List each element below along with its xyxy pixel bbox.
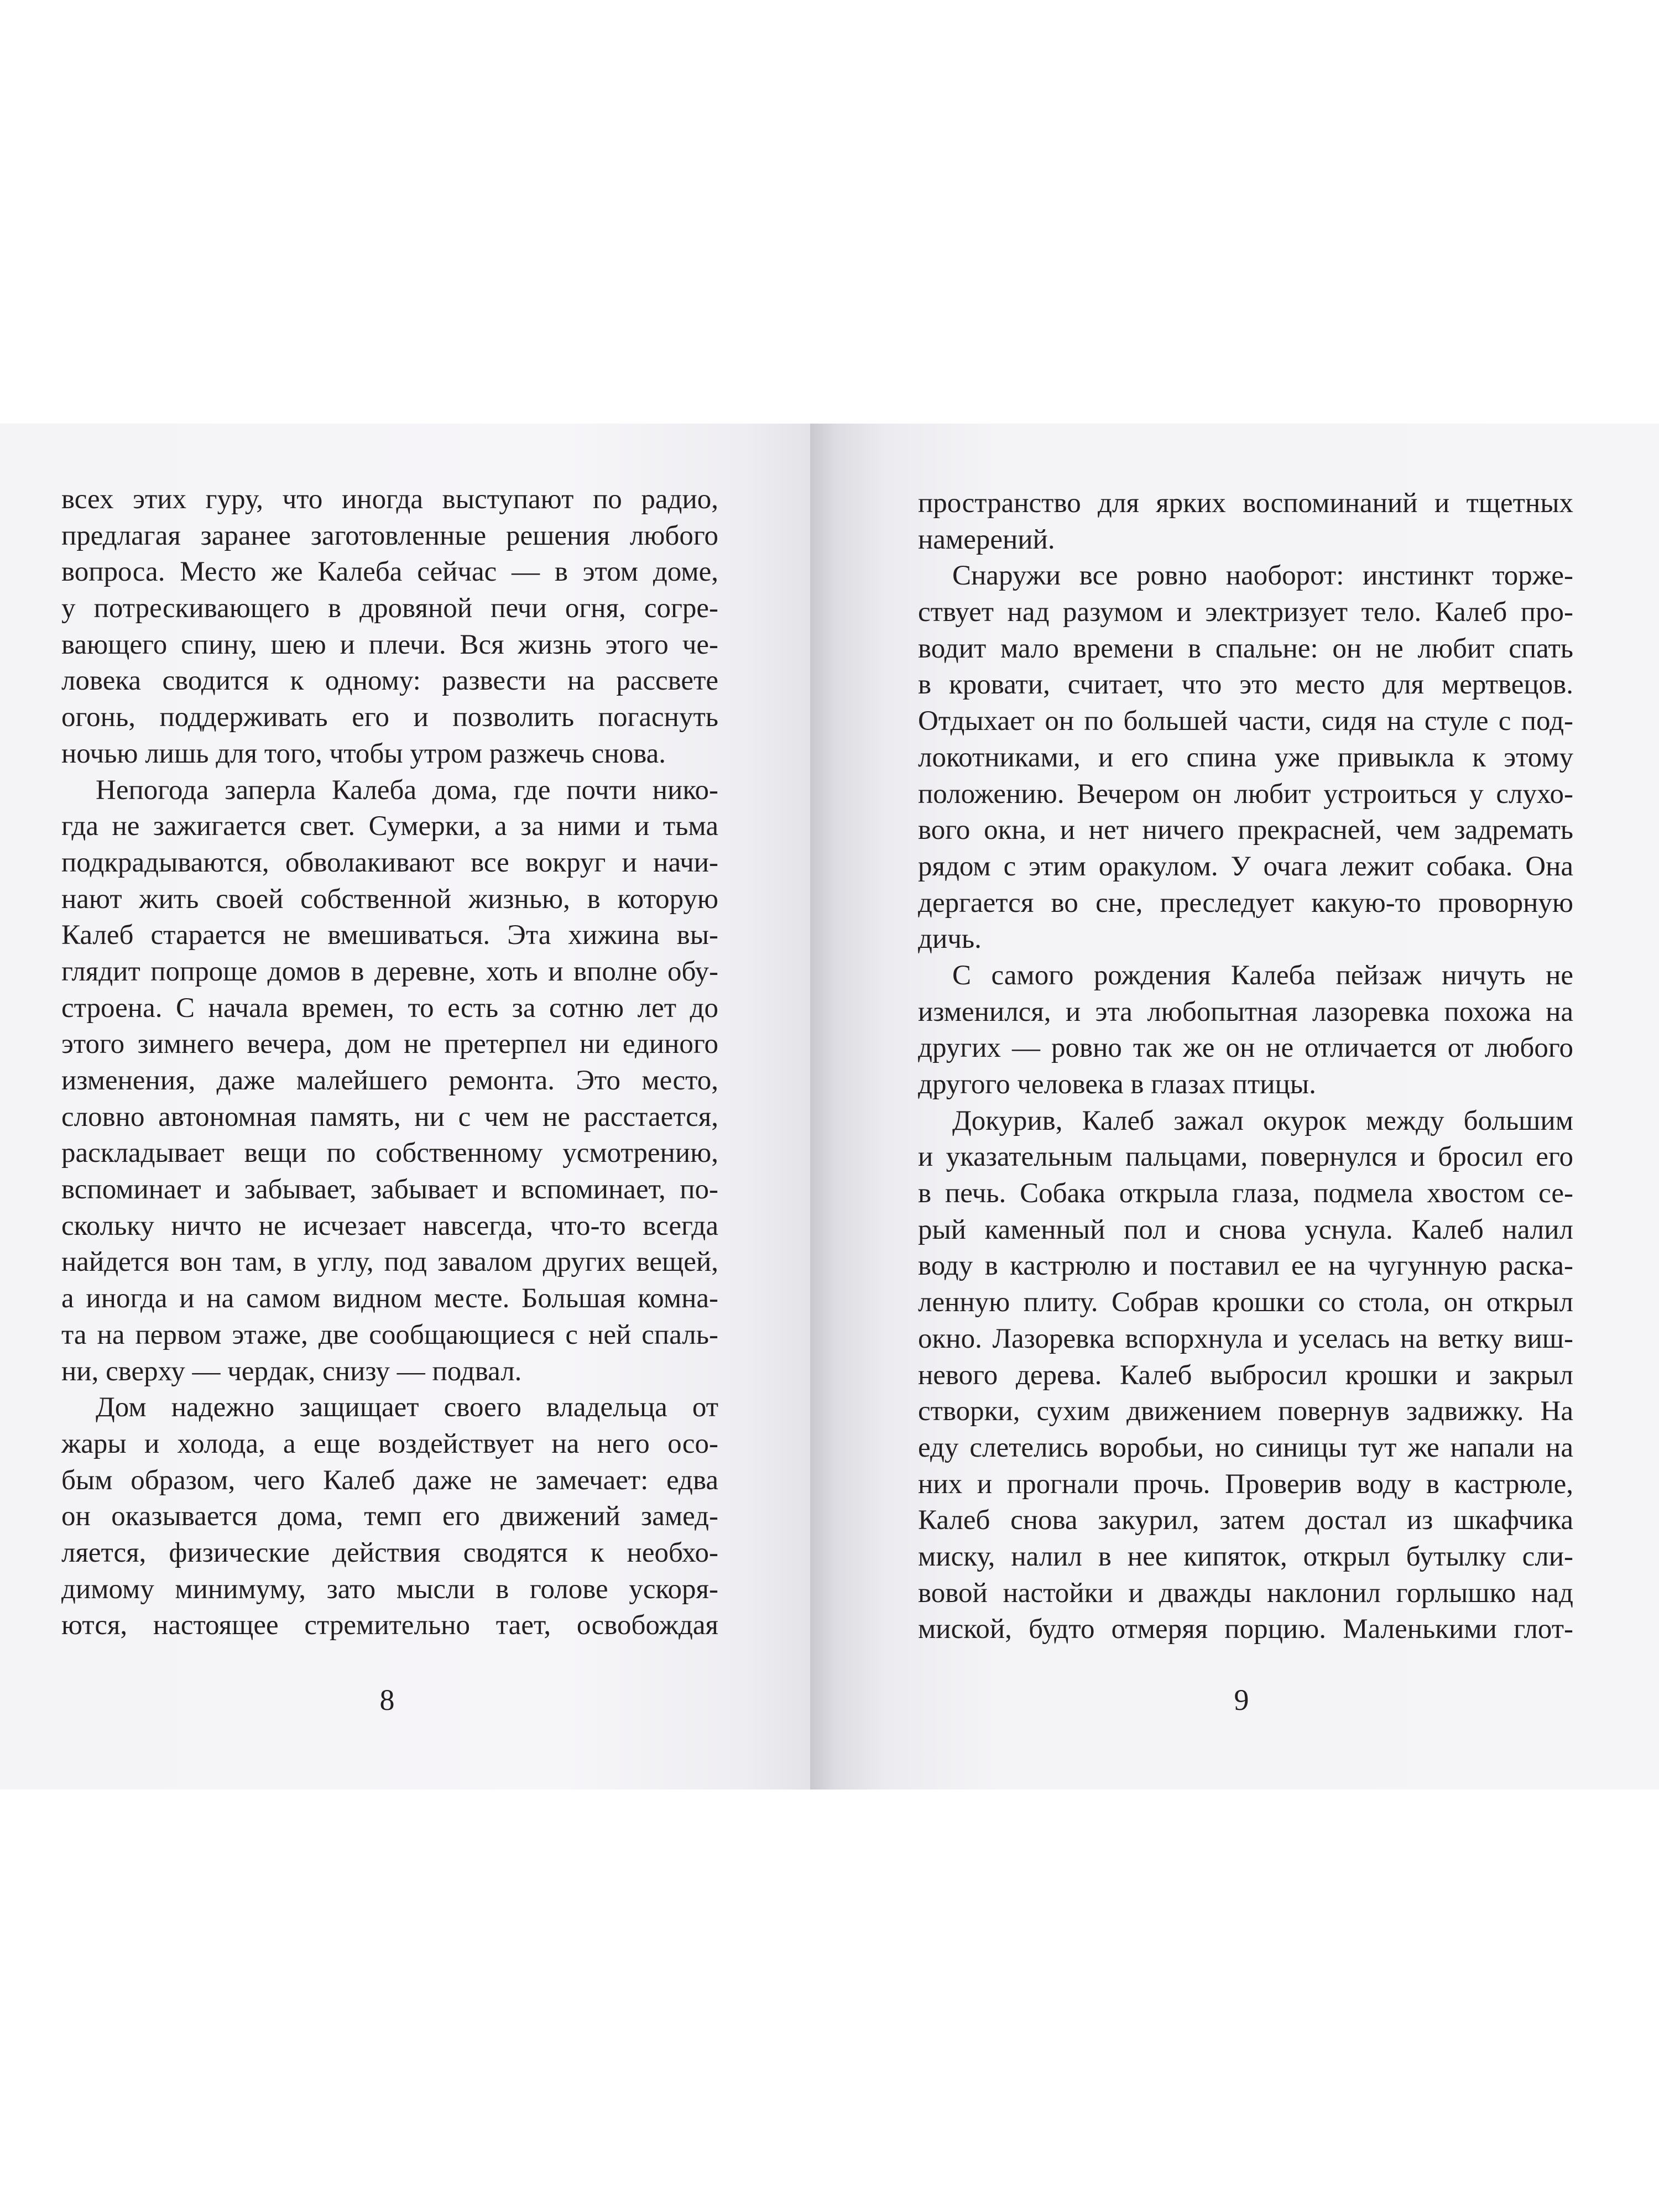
text-line: ни, сверху — чердак, снизу — подвал. bbox=[61, 1355, 522, 1387]
text-line: С самого рождения Калеба пейзаж ничуть не bbox=[952, 959, 1573, 991]
text-line: Дом надежно защищает своего владельца от bbox=[96, 1392, 718, 1423]
text-line: найдется вон там, в углу, под завалом других вещей, bbox=[61, 1246, 718, 1278]
text-line: ловека сводится к одному: развести на рассвете bbox=[61, 665, 718, 697]
text-line: димому минимуму, зато мысли в голове ускоря- bbox=[61, 1573, 718, 1605]
text-line: пространство для ярких воспоминаний и тщетных bbox=[918, 488, 1573, 519]
text-line: всех этих гуру, что иногда выступают по радио, bbox=[61, 484, 718, 515]
text-line: вовой настойки и дважды наклонил горлышко над bbox=[918, 1577, 1573, 1609]
text-line: ляется, физические действия сводятся к необхо- bbox=[61, 1537, 718, 1568]
text-line: локотниками, и его спина уже привыкла к этому bbox=[918, 742, 1573, 773]
text-line: окно. Лазоревка вспорхнула и уселась на ветку виш- bbox=[918, 1323, 1573, 1354]
text-line: а иногда и на самом видном месте. Большая комна- bbox=[61, 1283, 718, 1314]
text-line: дергается во сне, преследует какую-то проворную bbox=[918, 887, 1573, 919]
text-line: других — ровно так же он не отличается от любого bbox=[918, 1032, 1573, 1064]
text-line: положению. Вечером он любит устроиться у слухо- bbox=[918, 778, 1573, 810]
text-line: Калеб снова закурил, затем достал из шкафчика bbox=[918, 1505, 1573, 1536]
text-line: другого человека в глазах птицы. bbox=[918, 1069, 1316, 1100]
text-line: водит мало времени в спальне: он не любит спать bbox=[918, 633, 1573, 664]
text-line: словно автономная память, ни с чем не расстается, bbox=[61, 1101, 718, 1133]
text-line: та на первом этаже, две сообщающиеся с ней спаль- bbox=[61, 1319, 718, 1350]
text-line: вопроса. Место же Калеба сейчас — в этом доме, bbox=[61, 556, 718, 588]
text-line: дичь. bbox=[918, 924, 982, 955]
text-line: огонь, поддерживать его и позволить погаснуть bbox=[61, 702, 718, 733]
left-page bbox=[0, 424, 810, 1790]
text-line: ются, настоящее стремительно тает, освобождая bbox=[61, 1610, 718, 1641]
text-line: подкрадываются, обволакивают все вокруг и начи- bbox=[61, 847, 718, 878]
text-line: Непогода заперла Калеба дома, где почти нико- bbox=[96, 774, 718, 806]
text-line: вспоминает и забывает, забывает и вспоминает, по- bbox=[61, 1174, 718, 1206]
right-page-text bbox=[918, 486, 1573, 1648]
left-page-text bbox=[61, 482, 718, 1644]
text-line: гда не зажигается свет. Сумерки, а за ними и тьма bbox=[61, 811, 718, 842]
page-number: 8 bbox=[379, 1683, 395, 1717]
text-line: створки, сухим движением повернув задвижку. На bbox=[918, 1396, 1573, 1427]
text-line: бым образом, чего Калеб даже не замечает: едва bbox=[61, 1464, 718, 1496]
text-line: ленную плиту. Собрав крошки со стола, он открыл bbox=[918, 1287, 1573, 1318]
right-page bbox=[810, 424, 1659, 1790]
text-line: этого зимнего вечера, дом не претерпел ни единого bbox=[61, 1029, 718, 1060]
text-line: ночью лишь для того, чтобы утром разжечь снова. bbox=[61, 738, 666, 769]
text-line: рый каменный пол и снова уснула. Калеб налил bbox=[918, 1214, 1573, 1245]
text-line: жары и холода, а еще воздействует на него осо- bbox=[61, 1428, 718, 1459]
text-line: Докурив, Калеб зажал окурок между большим bbox=[952, 1105, 1573, 1136]
text-line: скольку ничто не исчезает навсегда, что-то всегда bbox=[61, 1210, 718, 1241]
text-line: он оказывается дома, темп его движений замед- bbox=[61, 1501, 718, 1532]
text-line: раскладывает вещи по собственному усмотрению, bbox=[61, 1138, 718, 1169]
text-line: воду в кастрюлю и поставил ее на чугунную раска- bbox=[918, 1250, 1573, 1282]
text-line: Снаружи все ровно наоборот: инстинкт торже- bbox=[952, 560, 1573, 592]
text-line: строена. С начала времен, то есть за сотню лет до bbox=[61, 992, 718, 1024]
text-line: нают жить своей собственной жизнью, в которую bbox=[61, 883, 718, 915]
text-line: изменения, даже малейшего ремонта. Это место, bbox=[61, 1065, 718, 1096]
text-line: ствует над разумом и электризует тело. Калеб про- bbox=[918, 597, 1573, 628]
text-line: изменился, и эта любопытная лазоревка похожа на bbox=[918, 996, 1573, 1027]
text-line: у потрескивающего в дровяной печи огня, согре- bbox=[61, 593, 718, 624]
text-line: Отдыхает он по большей части, сидя на стуле с под- bbox=[918, 706, 1573, 737]
text-line: них и прогнали прочь. Проверив воду в кастрюле, bbox=[918, 1468, 1573, 1500]
text-line: невого дерева. Калеб выбросил крошки и закрыл bbox=[918, 1359, 1573, 1391]
text-line: вого окна, и нет ничего прекрасней, чем задремать bbox=[918, 815, 1573, 846]
text-line: рядом с этим оракулом. У очага лежит собака. Она bbox=[918, 851, 1573, 882]
text-line: еду слетелись воробьи, но синицы тут же напали на bbox=[918, 1432, 1573, 1463]
text-line: вающего спину, шею и плечи. Вся жизнь этого че- bbox=[61, 629, 718, 660]
text-line: миской, будто отмеряя порцию. Маленькими глот- bbox=[918, 1614, 1573, 1645]
text-line: в кровати, считает, что это место для мертвецов. bbox=[918, 669, 1573, 701]
text-line: и указательным пальцами, повернулся и бросил его bbox=[918, 1141, 1573, 1173]
text-line: в печь. Собака открыла глаза, подмела хвостом се- bbox=[918, 1178, 1573, 1209]
text-line: намерений. bbox=[918, 524, 1055, 555]
text-line: глядит попроще домов в деревне, хоть и вполне обу- bbox=[61, 956, 718, 987]
text-line: предлагая заранее заготовленные решения любого bbox=[61, 520, 718, 551]
text-line: Калеб старается не вмешиваться. Эта хижина вы- bbox=[61, 920, 718, 951]
page-number: 9 bbox=[1234, 1683, 1249, 1717]
text-line: миску, налил в нее кипяток, открыл бутылку сли- bbox=[918, 1541, 1573, 1572]
book-spread bbox=[0, 424, 1659, 1790]
